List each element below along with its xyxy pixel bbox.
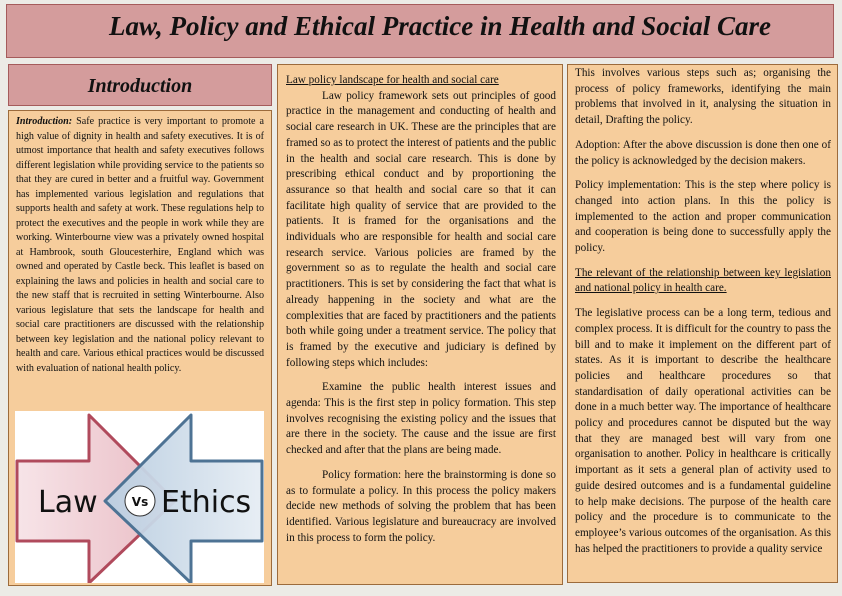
adoption-paragraph: Adoption: After the above discussion is done then one of the policy is acknowledged by the decision makers. (575, 138, 831, 167)
introduction-panel (8, 110, 272, 586)
law-policy-panel (277, 64, 563, 585)
relationship-heading: The relevant of the relationship between key legislation and national policy in health care. (575, 266, 831, 295)
legislative-process-paragraph: The legislative process can be a long term, tedious and complex process. It is difficult for the country to pass the bill and to make it implement on the different part of states. As it is important to describe the healthcare policies and healthcare procedures so that standardisation of daily operational activities can be done in a much better way. The importance of healthcare policy and procedures cannot be disputed but the way that they are managed best will vary from one organisation to another. Policy in healthcare is critically important as it sets a general plan of activity used to guide desired outcomes and is a fundamental guideline to help make decisions. The purpose of the health care policy and the procedure is to communicate to the employee’s various outcomes of the organisation. As this has helped the practitioners to provide a quality service (575, 307, 831, 555)
implementation-paragraph: Policy implementation: This is the step where policy is changed into action plans. In this the policy is implemented to the action and proper communication and cooperation is being done to successfully apply the policy. (575, 179, 831, 255)
policy-process-panel (567, 64, 838, 583)
introduction-header (8, 64, 272, 106)
introduction-heading: Introduction (87, 75, 193, 97)
law-vs-ethics-image (15, 411, 264, 583)
introduction-paragraph (9, 111, 271, 376)
introduction-label: Introduction: (16, 116, 73, 127)
introduction-body: Safe practice is very important to promote a high value of dignity in health and safety executives. It is of utmost importance that health and safety executives follows different legislation while providing service to the patients so that they are cured in better and a fruitful way. Government has implemented various legislation and regulations that supports health and safety at work. These regulations help to protect the executives and the people in work while they are working. Winterbourne view was a privately owned hospital at Hambrook, south Gloucesterhire, England which was owned and operated by Castle beck. This leaflet is based on explaining the laws and policies in health and social care to the new staff that is recruited in setting Winterbourne. Also various legislature that sets the landscape for health and social care practitioners are discussed with the relationship between key legislation and the national policy relevant to health and care. Various ethical practices would be discussed with evaluation of national health policy. (16, 116, 264, 374)
policy-formation-paragraph: Policy formation: here the brainstorming is done so as to formulate a policy. In this process the policy makers decide new methods of solving the problem that has been identified. Various legislature and bureaucracy are involved in this process to form the policy. (286, 468, 556, 544)
vs-word: Vs (131, 495, 149, 509)
law-policy-heading: Law policy landscape for health and social care (286, 74, 499, 86)
law-word: Law (38, 485, 98, 520)
policy-steps-paragraph: This involves various steps such as; organising the process of policy frameworks, identifying the main problems that involved in it, analysing the situation in detail, Drafting the policy. (575, 67, 831, 127)
ethics-word: Ethics (161, 485, 252, 520)
title-banner (6, 4, 834, 58)
law-vs-ethics-arrows-icon (15, 411, 264, 583)
examine-issues-paragraph: Examine the public health interest issues and agenda: This is the first step in policy formation. This step involves recognising the existing policy and the issues that are there in the society. The cause and the issue are first checked and after that the plans are being made. (286, 381, 556, 457)
law-policy-paragraph: Law policy framework sets out principles of good practice in the management and conducting of health and social care research in UK. These are the principles that are framed so as to protect the interest of patients and the public in the health and social care research. This is done by prescribing ethical conduct and by proportioning the assurance so that health and social care so that it can facilitate high quality of service that are provided to the patients. It is framed for the organisations and the individuals who are responsible for health and social care research service. Various policies are framed by the government so as to regulate the health and social care practitioners. This is set by considering the fact that what is already happening in the society and what are the complexities that are faced by practitioners and the patients both while going under a treatment service. The policy that is framed by the executive and judiciary is defined by following steps which includes: (286, 89, 556, 369)
page-title: Law, Policy and Ethical Practice in Health and Social Care (109, 11, 771, 41)
